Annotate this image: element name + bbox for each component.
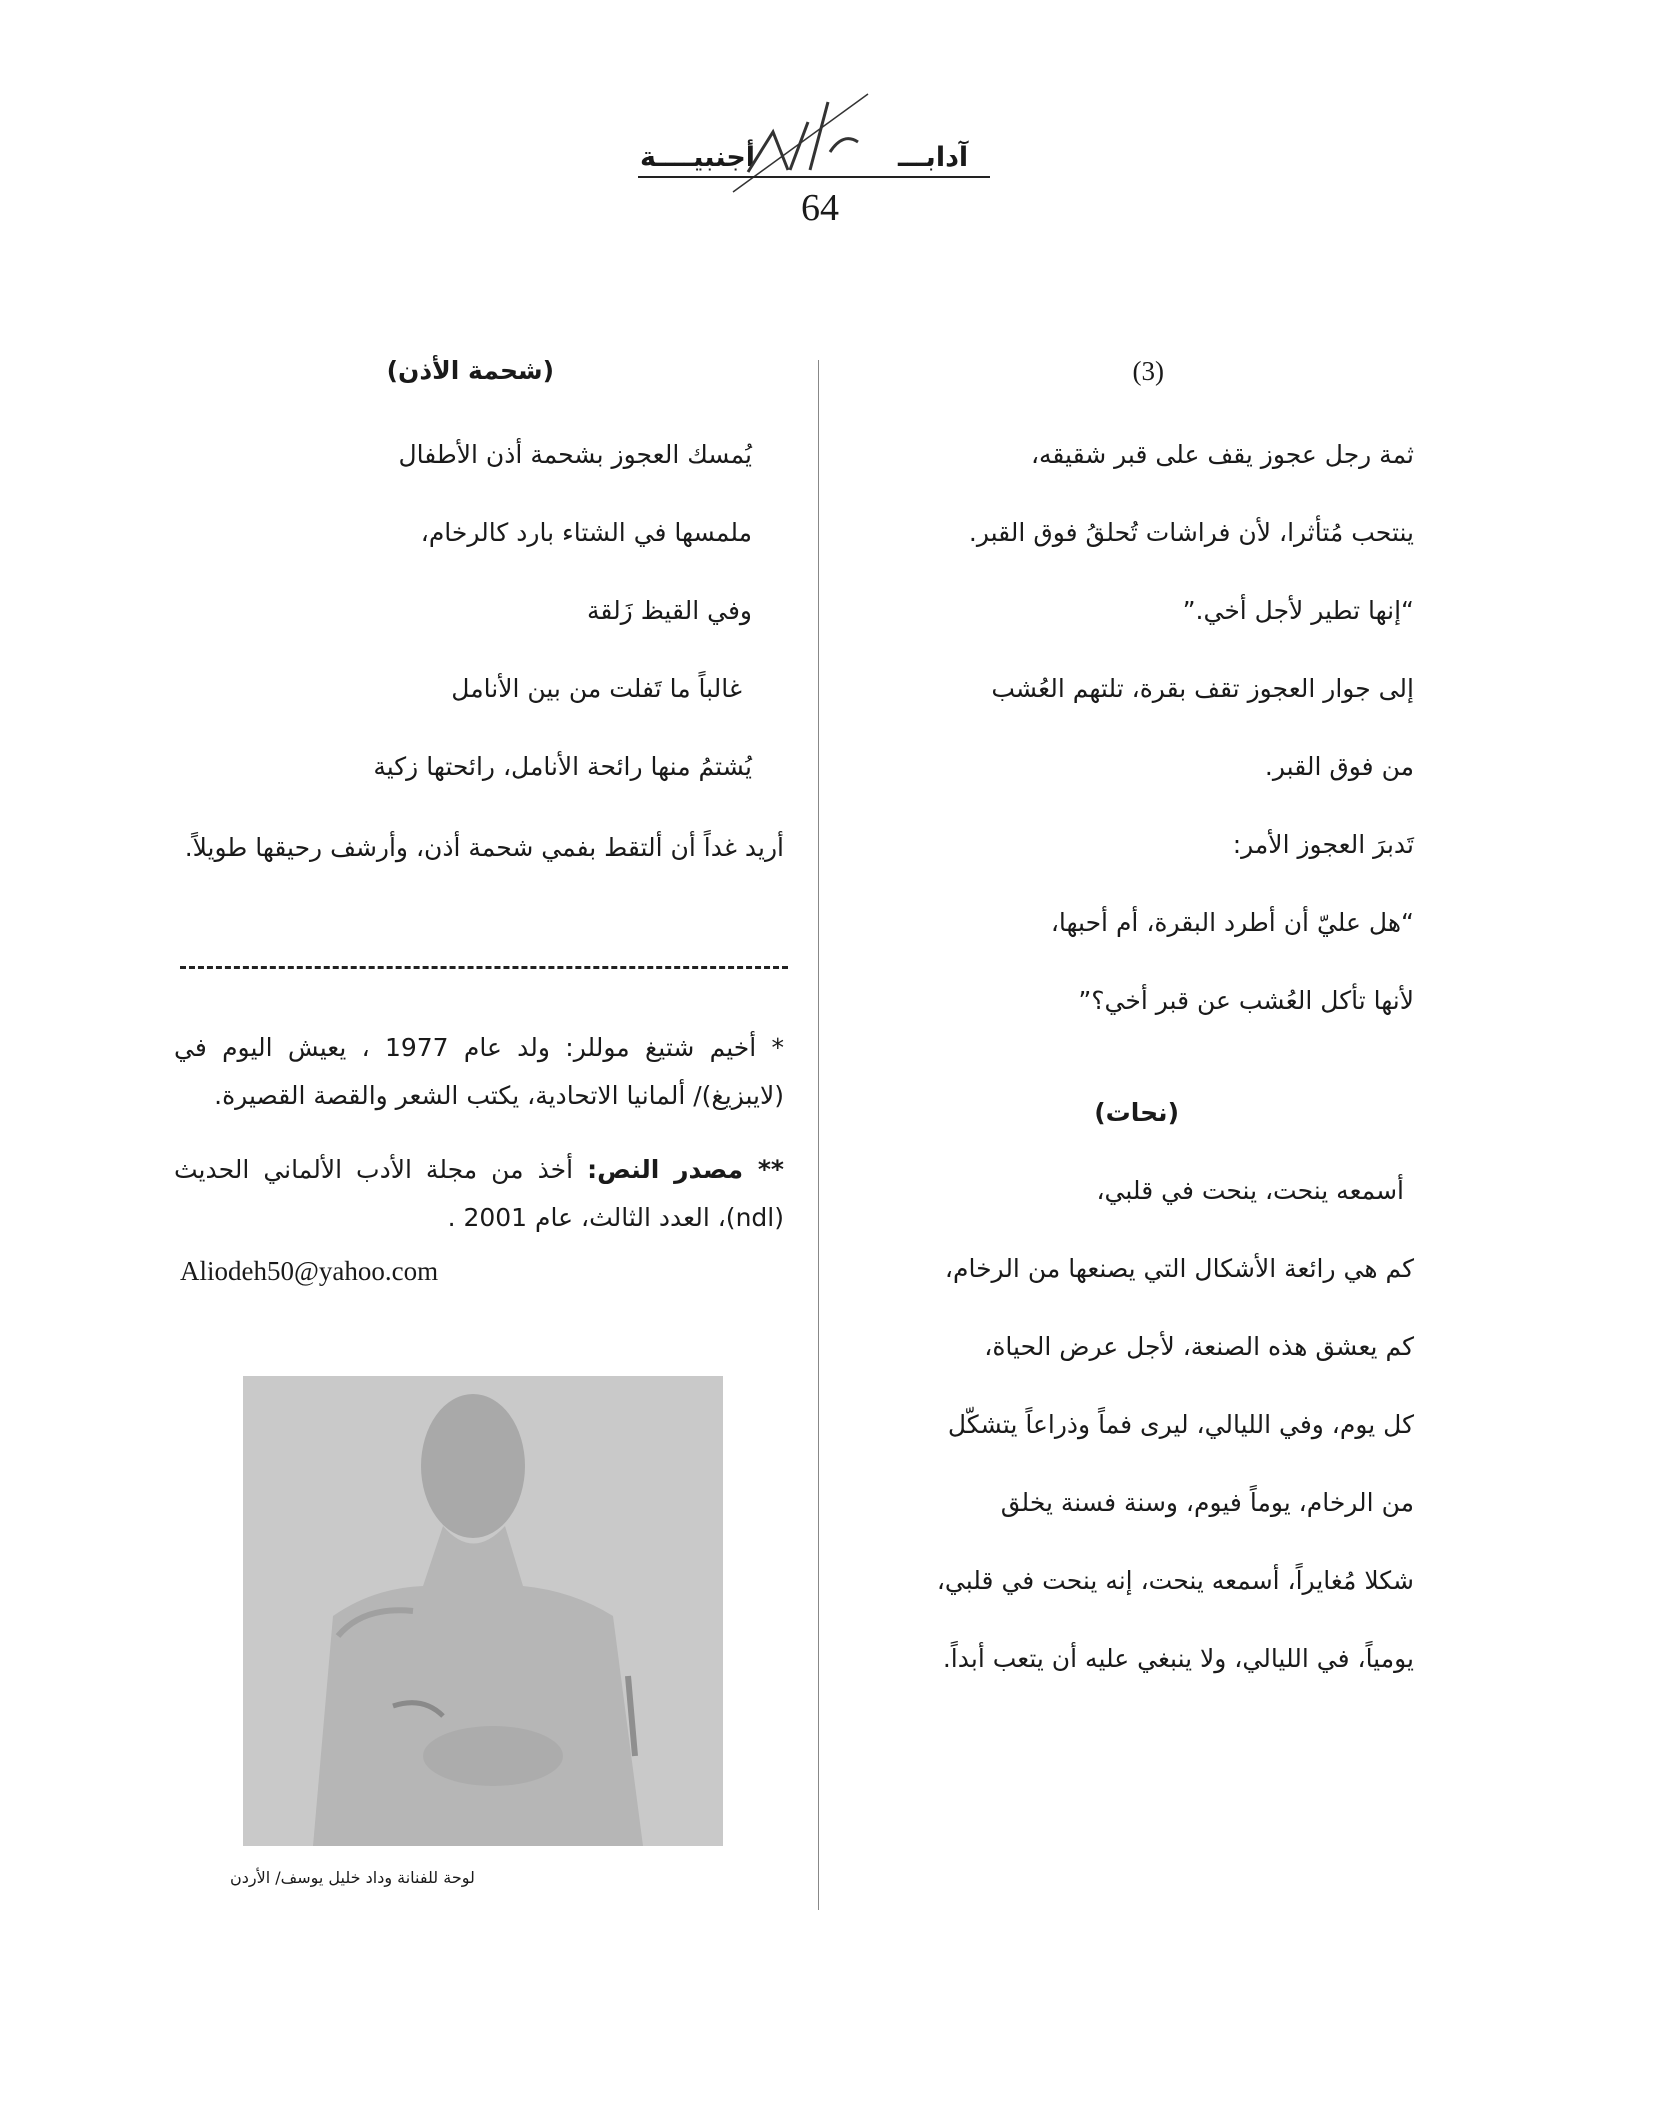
header-rule <box>638 176 990 178</box>
poem-ear-line: وفي القيظ زَلقة <box>587 596 752 625</box>
page-number: 64 <box>801 187 839 229</box>
painting-image <box>243 1376 723 1846</box>
poem-ear-line: يُمسك العجوز بشحمة أذن الأطفال <box>398 440 752 469</box>
poem-sculptor-title: (نحات) <box>1094 1098 1179 1127</box>
column-divider <box>818 360 819 1910</box>
poem-ear-last-line: أريد غداً أن ألتقط بفمي شحمة أذن، وأرشف رحيقها طويلاً. <box>184 833 784 862</box>
poem-sculptor-line: أسمعه ينحت، ينحت في قلبي، <box>1096 1176 1404 1205</box>
poem-3-title: (3) <box>1132 356 1164 386</box>
footnote-author: * أخيم شتيغ موللر: ولد عام 1977 ، يعيش اليوم في (لايبزيغ)/ ألمانيا الاتحادية، يكتب الشعر والقصة القصيرة. <box>174 1033 784 1110</box>
footnote-source <box>174 1146 784 1242</box>
poem-ear-line: غالباً ما تَفلت من بين الأنامل <box>451 674 742 703</box>
poem-sculptor-line: كم هي رائعة الأشكال التي يصنعها من الرخام، <box>944 1254 1414 1283</box>
poem-ear-title: (شحمة الأذن) <box>386 356 554 385</box>
header-section-foreign: أجنبيــــة <box>640 142 756 173</box>
poem-3-line: “هل عليّ أن أطرد البقرة، أم أحبها، <box>1050 908 1414 937</box>
poem-3-line: من فوق القبر. <box>1264 752 1414 781</box>
poem-3-line: ينتحب مُتأثرا، لأن فراشات تُحلقُ فوق القبر. <box>968 518 1414 547</box>
painting-caption: لوحة للفنانة وداد خليل يوسف/ الأردن <box>230 1868 475 1887</box>
poem-ear-line: ملمسها في الشتاء بارد كالرخام، <box>420 518 752 547</box>
poem-3-line: “إنها تطير لأجل أخي.” <box>1182 596 1414 625</box>
poem-sculptor-line: شكلا مُغايراً، أسمعه ينحت، إنه ينحت في قلبي، <box>936 1566 1414 1595</box>
poem-sculptor-line: يومياً، في الليالي، ولا ينبغي عليه أن يتعب أبداً. <box>942 1644 1414 1673</box>
poem-3-line: لأنها تأكل العُشب عن قبر أخي؟” <box>1078 986 1414 1015</box>
poem-ear-line: يُشتمُ منها رائحة الأنامل، رائحتها زكية <box>373 752 752 781</box>
poem-3-line: إلى جوار العجوز تقف بقرة، تلتهم العُشب <box>991 674 1414 703</box>
footnote-source-text: أخذ من مجلة الأدب الألماني الحديث (ndl)، العدد الثالث، عام 2001 . <box>174 1155 784 1232</box>
poem-sculptor-line: كل يوم، وفي الليالي، ليرى فماً وذراعاً يتشكّل <box>947 1410 1414 1439</box>
footnote-separator <box>180 966 788 969</box>
poem-sculptor-line: كم يعشق هذه الصنعة، لأجل عرض الحياة، <box>984 1332 1414 1361</box>
poem-3-line: تَدبرَ العجوز الأمر: <box>1232 830 1414 859</box>
header-section-literature: آدابـــ <box>898 142 969 173</box>
poem-sculptor-line: من الرخام، يوماً فيوم، وسنة فسنة يخلق <box>1000 1488 1414 1517</box>
footnote-source-label: ** مصدر النص: <box>587 1155 784 1184</box>
poem-3-line: ثمة رجل عجوز يقف على قبر شقيقه، <box>1030 440 1414 469</box>
author-email: Aliodeh50@yahoo.com <box>180 1256 439 1286</box>
